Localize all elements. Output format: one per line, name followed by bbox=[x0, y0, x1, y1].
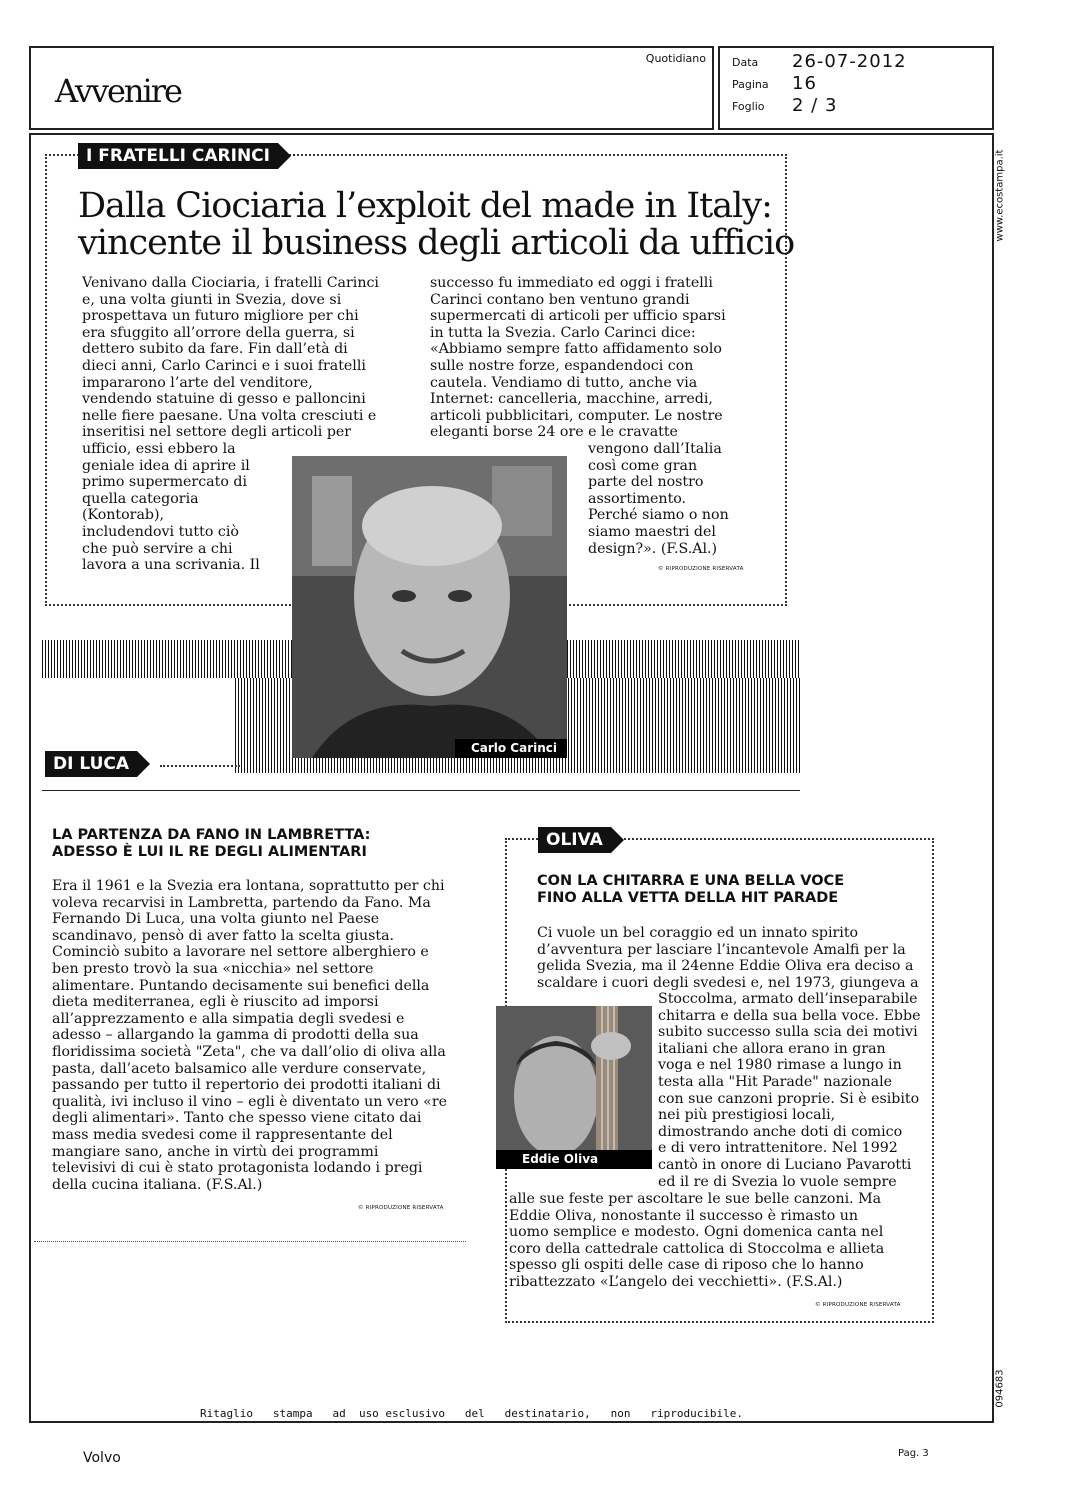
text-line: spesso gli ospiti delle case di riposo che lo hanno bbox=[509, 1257, 864, 1274]
article-diluca-copyright: © RIPRODUZIONE RISERVATA bbox=[358, 1205, 444, 1211]
text-line: passando per tutto il repertorio dei prodotti italiani di bbox=[52, 1077, 441, 1094]
text-line: scaldare i cuori degli svedesi e, nel 1973, giungeva a bbox=[537, 974, 919, 991]
text-line: Perché siamo o non bbox=[588, 507, 729, 524]
text-line: eleganti borse 24 ore e le cravatte bbox=[430, 424, 678, 441]
text-line: all’apprezzamento e alla simpatia degli svedesi e bbox=[52, 1010, 405, 1027]
text-line: subito successo sulla scia dei motivi bbox=[658, 1024, 918, 1041]
text-line: adesso – allargando la gamma di prodotti della sua bbox=[52, 1027, 419, 1044]
text-line: includendovi tutto ciò bbox=[82, 523, 239, 540]
code-side-text: 094683 bbox=[994, 1369, 1006, 1408]
publication-type: Quotidiano bbox=[645, 52, 706, 65]
article-carinci-col2-bottom bbox=[588, 441, 778, 557]
article-carinci-copyright: © RIPRODUZIONE RISERVATA bbox=[658, 566, 744, 572]
text-line: quella categoria bbox=[82, 490, 199, 507]
article-carinci-tag: I FRATELLI CARINCI bbox=[78, 143, 278, 169]
carlo-carinci-photo bbox=[292, 456, 567, 758]
text-line: voleva recarvisi in Lambretta, partendo da Fano. Ma bbox=[52, 894, 431, 911]
text-line: geniale idea di aprire il bbox=[82, 457, 250, 474]
text-line: supermercati di articoli per ufficio sparsi bbox=[430, 308, 726, 325]
text-line: televisivi di cui è stato protagonista lodando i pregi bbox=[52, 1160, 423, 1177]
foglio-label: Foglio bbox=[732, 100, 765, 113]
client-name: Volvo bbox=[83, 1450, 121, 1466]
text-line: alle sue feste per ascoltare le sue belle canzoni. Ma bbox=[509, 1191, 882, 1207]
text-line: Eddie Oliva, nonostante il successo è rimasto un bbox=[509, 1207, 859, 1224]
dotted-leader bbox=[160, 765, 240, 767]
reproduction-notice: Ritaglio stampa ad uso esclusivo del destinatario, non riproducibile. bbox=[200, 1407, 744, 1420]
text-line: chitarra e della sua bella voce. Ebbe bbox=[658, 1007, 921, 1024]
article-oliva-subhead-2: FINO ALLA VETTA DELLA HIT PARADE bbox=[537, 890, 839, 906]
article-oliva-subhead-1: CON LA CHITARRA E UNA BELLA VOCE bbox=[537, 873, 845, 889]
article-carinci-col2-top bbox=[430, 275, 770, 441]
text-line: con sue canzoni proprie. Si è esibito bbox=[658, 1090, 920, 1107]
text-line: inseritisi nel settore degli articoli per bbox=[82, 424, 352, 441]
text-line: in tutta la Svezia. Carlo Carinci dice: bbox=[430, 324, 696, 341]
portrait-image bbox=[292, 456, 567, 758]
text-line: qualità, ivi incluso il vino – egli è diventato un vero «re bbox=[52, 1093, 448, 1110]
article-carinci-headline-2: vincente il business degli articoli da ufficio bbox=[78, 223, 795, 263]
text-line: Internet: cancelleria, macchine, arredi, bbox=[430, 391, 713, 408]
text-line: successo fu immediato ed oggi i fratelli bbox=[430, 275, 713, 291]
text-line: floridissima società "Zeta", che va dall’olio di oliva alla bbox=[52, 1043, 446, 1060]
portrait-image bbox=[496, 1006, 652, 1169]
foglio-value: 2 / 3 bbox=[792, 95, 838, 116]
text-line: d’avventura per lasciare l’incantevole Amalfi per la bbox=[537, 941, 906, 958]
article-diluca-tag: DI LUCA bbox=[45, 751, 137, 777]
text-line: vengono dall’Italia bbox=[588, 441, 722, 457]
text-line: italiani che allora erano in gran bbox=[658, 1040, 886, 1057]
meta-box bbox=[718, 46, 994, 130]
text-line: e di vero intrattenitore. Nel 1992 bbox=[658, 1140, 898, 1157]
article-oliva-body-right bbox=[658, 991, 928, 1190]
text-line: impararono l’arte del venditore, bbox=[82, 374, 313, 391]
text-line: della cucina italiana. (F.S.Al.) bbox=[52, 1176, 263, 1193]
text-line: Ci vuole un bel coraggio ed un innato spirito bbox=[537, 925, 859, 941]
text-line: ben presto trovò la sua «nicchia» nel settore bbox=[52, 960, 374, 977]
data-value: 26-07-2012 bbox=[792, 51, 907, 72]
text-line: Carinci contano ben ventuno grandi bbox=[430, 291, 690, 308]
text-line: design?». (F.S.Al.) bbox=[588, 540, 718, 557]
text-line: dieta mediterranea, egli è riuscito ad imporsi bbox=[52, 994, 379, 1011]
text-line: (Kontorab), bbox=[82, 507, 165, 524]
text-line: ribattezzato «L’angelo dei vecchietti». (F.S.Al.) bbox=[509, 1273, 843, 1290]
text-line: vendendo statuine di gesso e palloncini bbox=[82, 391, 366, 408]
text-line: Era il 1961 e la Svezia era lontana, soprattutto per chi bbox=[52, 878, 445, 894]
text-line: dieci anni, Carlo Carinci e i suoi fratelli bbox=[82, 357, 366, 374]
text-line: voga e nel 1980 rimase a lungo in bbox=[658, 1057, 902, 1074]
article-oliva-body-top bbox=[537, 925, 927, 991]
pagina-label: Pagina bbox=[732, 78, 769, 91]
article-oliva-body-bottom bbox=[509, 1191, 929, 1291]
article-diluca-subhead-2: ADESSO È LUI IL RE DEGLI ALIMENTARI bbox=[52, 844, 367, 860]
text-line: assortimento. bbox=[588, 490, 687, 507]
website-side-text: www.ecostampa.it bbox=[994, 149, 1006, 242]
article-diluca-body bbox=[52, 878, 462, 1193]
text-line: nei più prestigiosi locali, bbox=[658, 1107, 836, 1124]
text-line: Venivano dalla Ciociaria, i fratelli Carinci bbox=[82, 275, 379, 291]
text-line: coro della cattedrale cattolica di Stoccolma e allieta bbox=[509, 1240, 885, 1257]
eddie-oliva-photo bbox=[496, 1006, 652, 1169]
page-number: Pag. 3 bbox=[898, 1448, 929, 1459]
text-line: era sfuggito all’orrore della guerra, si bbox=[82, 324, 355, 341]
eddie-oliva-caption: Eddie Oliva bbox=[496, 1150, 652, 1169]
text-line: testa alla "Hit Parade" nazionale bbox=[658, 1073, 892, 1090]
text-line: che può servire a chi bbox=[82, 540, 233, 557]
text-line: nelle fiere paesane. Una volta cresciuti e bbox=[82, 407, 377, 424]
text-line: Fernando Di Luca, una volta giunto nel Paese bbox=[52, 911, 380, 928]
text-line: primo supermercato di bbox=[82, 474, 247, 491]
text-line: gelida Svezia, ma il 24enne Eddie Oliva era deciso a bbox=[537, 958, 914, 975]
text-line: così come gran bbox=[588, 457, 698, 474]
text-line: ufficio, essi ebbero la bbox=[82, 440, 236, 457]
article-oliva-tag: OLIVA bbox=[538, 827, 611, 853]
text-line: alimentare. Puntando decisamente sui benefici della bbox=[52, 977, 430, 994]
text-line: cantò in onore di Luciano Pavarotti bbox=[658, 1156, 912, 1173]
article-diluca-subhead-1: LA PARTENZA DA FANO IN LAMBRETTA: bbox=[52, 827, 371, 843]
text-line: mass media svedesi come il rappresentante del bbox=[52, 1126, 393, 1143]
text-line: Stoccolma, armato dell’inseparabile bbox=[658, 991, 918, 1007]
text-line: «Abbiamo sempre fatto affidamento solo bbox=[430, 341, 722, 358]
data-label: Data bbox=[732, 56, 759, 69]
text-line: cautela. Vendiamo di tutto, anche via bbox=[430, 374, 698, 391]
text-line: mangiare sano, anche in virtù dei programmi bbox=[52, 1143, 379, 1160]
article-oliva-copyright: © RIPRODUZIONE RISERVATA bbox=[815, 1302, 901, 1308]
text-line: uomo semplice e modesto. Ogni domenica canta nel bbox=[509, 1224, 884, 1241]
text-line: pasta, dall’aceto balsamico alle verdure conservate, bbox=[52, 1060, 427, 1077]
text-line: ed il re di Svezia lo vuole sempre bbox=[658, 1173, 897, 1190]
newspaper-logo: Avvenire bbox=[55, 72, 181, 110]
text-line: Cominciò subito a lavorare nel settore alberghiero e bbox=[52, 944, 429, 961]
section-rule bbox=[42, 790, 800, 791]
text-line: parte del nostro bbox=[588, 474, 704, 491]
text-line: sulle nostre forze, espandendoci con bbox=[430, 357, 694, 374]
text-line: dimostrando anche doti di comico bbox=[658, 1123, 903, 1140]
text-line: degli alimentari». Tanto che spesso viene citato dai bbox=[52, 1110, 422, 1127]
article-diluca-bottom-rule bbox=[34, 1241, 466, 1242]
article-carinci-headline-1: Dalla Ciociaria l’exploit del made in Italy: bbox=[78, 186, 772, 226]
text-line: dettero subito da fare. Fin dall’età di bbox=[82, 341, 348, 358]
pagina-value: 16 bbox=[792, 73, 817, 94]
carlo-carinci-caption: Carlo Carinci bbox=[455, 739, 567, 758]
text-line: articoli pubblicitari, computer. Le nostre bbox=[430, 407, 723, 424]
text-line: scandinavo, pensò di aver fatto la scelta giusta. bbox=[52, 927, 395, 944]
text-line: prospettava un futuro migliore per chi bbox=[82, 308, 359, 325]
text-line: e, una volta giunti in Svezia, dove si bbox=[82, 291, 342, 308]
text-line: lavora a una scrivania. Il bbox=[82, 557, 260, 574]
text-line: siamo maestri del bbox=[588, 523, 716, 540]
masthead-box bbox=[29, 46, 714, 130]
